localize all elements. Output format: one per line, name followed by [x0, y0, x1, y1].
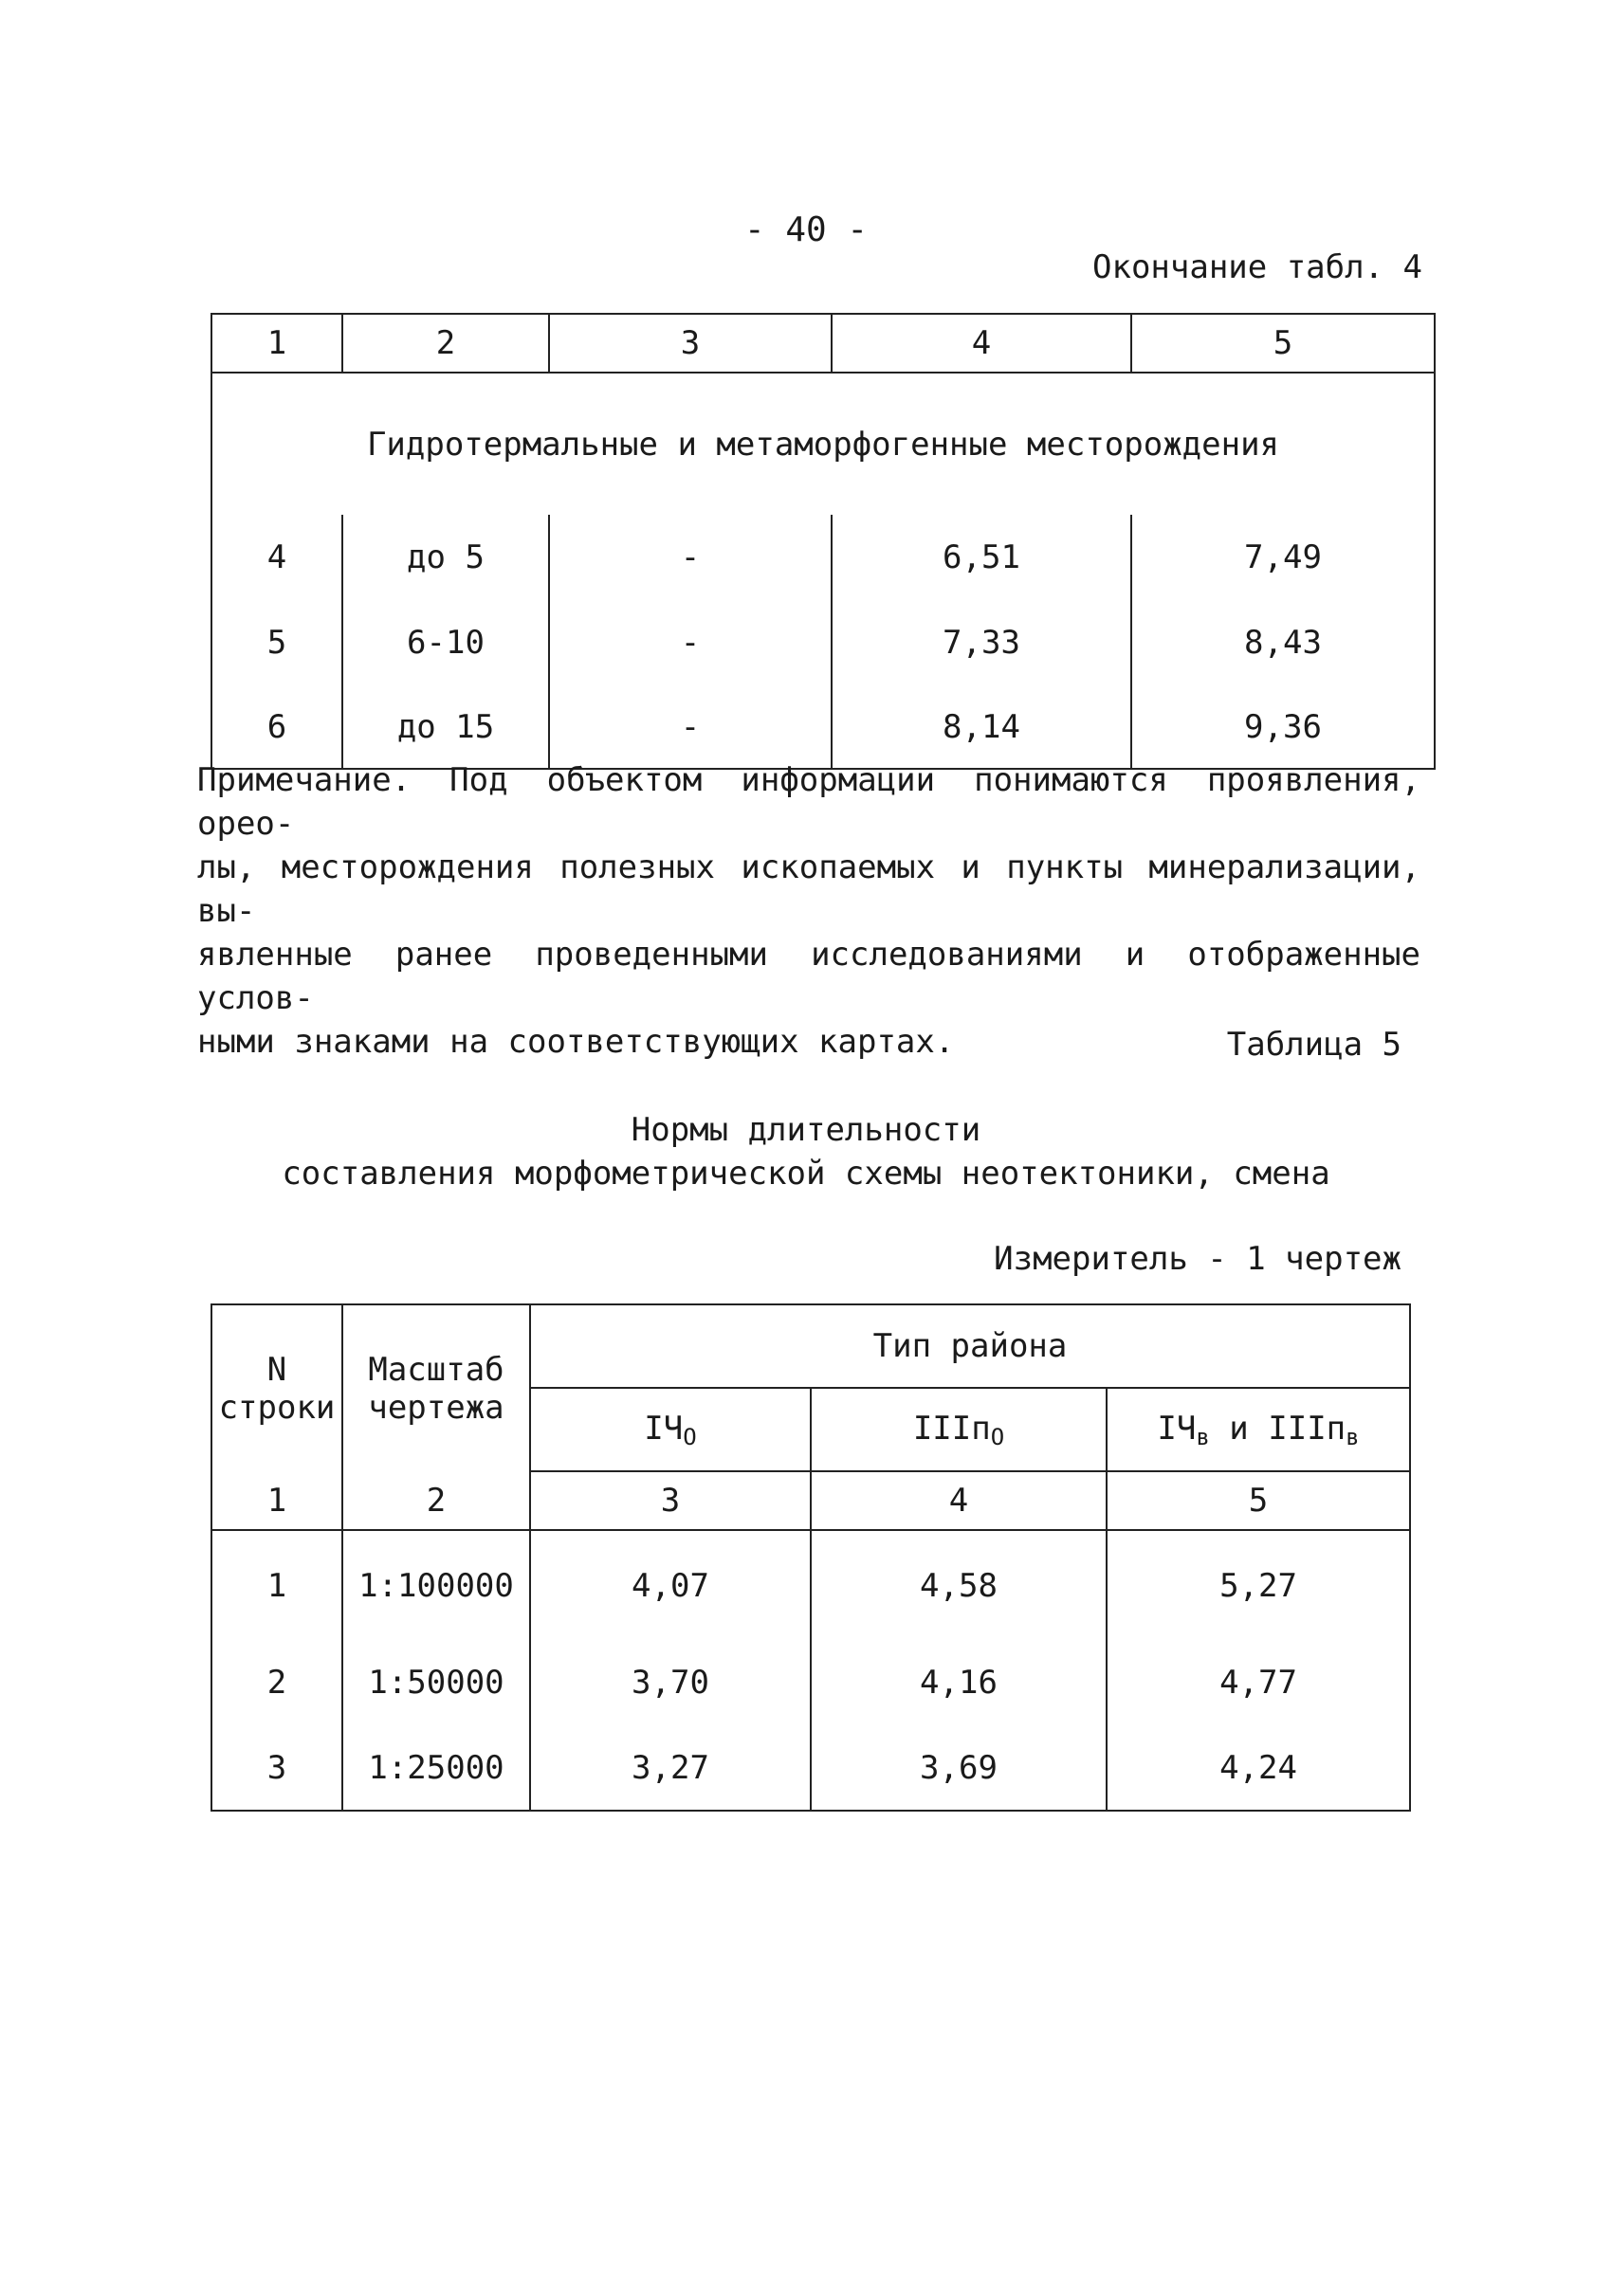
table-row	[211, 685, 1435, 769]
table5-title-line1: Нормы длительности	[631, 1111, 981, 1149]
table-cell: 3,70	[530, 1640, 811, 1725]
table-row	[211, 1640, 1410, 1725]
header-text: N	[266, 1350, 287, 1389]
table-row	[211, 1725, 1410, 1811]
table-cell: 3,69	[811, 1725, 1107, 1811]
row-number: 2	[211, 1640, 342, 1725]
column-number: 3	[530, 1471, 811, 1530]
table-row	[211, 515, 1435, 600]
table-cell: 8,14	[832, 685, 1131, 769]
note-line: ными знаками на соответствующих картах.	[197, 1023, 955, 1061]
note-line: Примечание. Под объектом информации понимаются проявления, орео-	[197, 761, 1420, 843]
table5-unit: Измеритель - 1 чертеж	[994, 1240, 1401, 1278]
column-number: 2	[342, 1471, 530, 1530]
header-sub: в	[1346, 1423, 1360, 1450]
table4-section-row	[211, 373, 1435, 515]
table-cell: 3,27	[530, 1725, 811, 1811]
table-cell: 4,77	[1107, 1640, 1410, 1725]
column-number: 4	[832, 314, 1131, 373]
section-title: Гидротермальные и метаморфогенные месторождения	[211, 373, 1435, 515]
column-number: 5	[1107, 1471, 1410, 1530]
header-text: Масштаб	[368, 1350, 504, 1389]
table-cell: 7,49	[1131, 515, 1435, 600]
header-sub: О	[683, 1423, 697, 1450]
header-sub: в	[1196, 1423, 1210, 1450]
table-cell: -	[549, 685, 832, 769]
header-main: IIIп	[912, 1409, 991, 1448]
table-cell: -	[549, 600, 832, 685]
table5	[211, 1303, 1411, 1812]
header-text: чертежа	[368, 1388, 504, 1427]
scale-cell: 1:50000	[342, 1640, 530, 1725]
table-cell: 4,58	[811, 1530, 1107, 1640]
table-cell: 4,07	[530, 1530, 811, 1640]
table-row	[211, 1530, 1410, 1640]
header-main: IIIп	[1268, 1409, 1346, 1448]
column-number: 1	[211, 1471, 342, 1530]
table5-column-number-row	[211, 1471, 1410, 1530]
table4-note	[197, 758, 1420, 1064]
header-main: IЧ	[644, 1409, 684, 1448]
table4	[211, 313, 1436, 770]
scale-cell: 1:100000	[342, 1530, 530, 1640]
column-number: 3	[549, 314, 832, 373]
column-number: 5	[1131, 314, 1435, 373]
table-cell: 6-10	[342, 600, 549, 685]
row-number: 3	[211, 1725, 342, 1811]
table4-column-number-row	[211, 314, 1435, 373]
column-number: 1	[211, 314, 342, 373]
note-line: явленные ранее проведенными исследованиями и отображенные услов-	[197, 936, 1420, 1017]
header-text: строки	[218, 1388, 336, 1427]
header-type-ich-v-iiip-v	[1107, 1388, 1410, 1471]
table-cell: -	[549, 515, 832, 600]
row-number: 4	[211, 515, 342, 600]
table-cell: 7,33	[832, 600, 1131, 685]
table5-label: Таблица 5	[1226, 1026, 1401, 1064]
row-number: 6	[211, 685, 342, 769]
column-number: 4	[811, 1471, 1107, 1530]
header-type-iiip-o	[811, 1388, 1107, 1471]
header-conjunction: и	[1229, 1409, 1249, 1448]
column-number: 2	[342, 314, 549, 373]
table5-header-row-1	[211, 1304, 1410, 1388]
table5-title-line2: составления морфометрической схемы неотектоники, смена	[282, 1155, 1330, 1193]
header-sub: О	[990, 1423, 1005, 1450]
row-number: 1	[211, 1530, 342, 1640]
row-number: 5	[211, 600, 342, 685]
table4-continuation-caption: Окончание табл. 4	[1092, 248, 1422, 286]
table-cell: 5,27	[1107, 1530, 1410, 1640]
page-number: - 40 -	[743, 210, 869, 249]
table-cell: 8,43	[1131, 600, 1435, 685]
header-scale	[342, 1304, 530, 1471]
table-row	[211, 600, 1435, 685]
table-cell: до 15	[342, 685, 549, 769]
header-row-number	[211, 1304, 342, 1471]
header-type-ich-o	[530, 1388, 811, 1471]
table-cell: до 5	[342, 515, 549, 600]
note-line: лы, месторождения полезных ископаемых и пункты минерализации, вы-	[197, 848, 1420, 930]
header-main: IЧ	[1157, 1409, 1197, 1448]
table-cell: 4,24	[1107, 1725, 1410, 1811]
table-cell: 6,51	[832, 515, 1131, 600]
table-cell: 9,36	[1131, 685, 1435, 769]
scale-cell: 1:25000	[342, 1725, 530, 1811]
table-cell: 4,16	[811, 1640, 1107, 1725]
header-region-type: Тип района	[530, 1304, 1410, 1388]
